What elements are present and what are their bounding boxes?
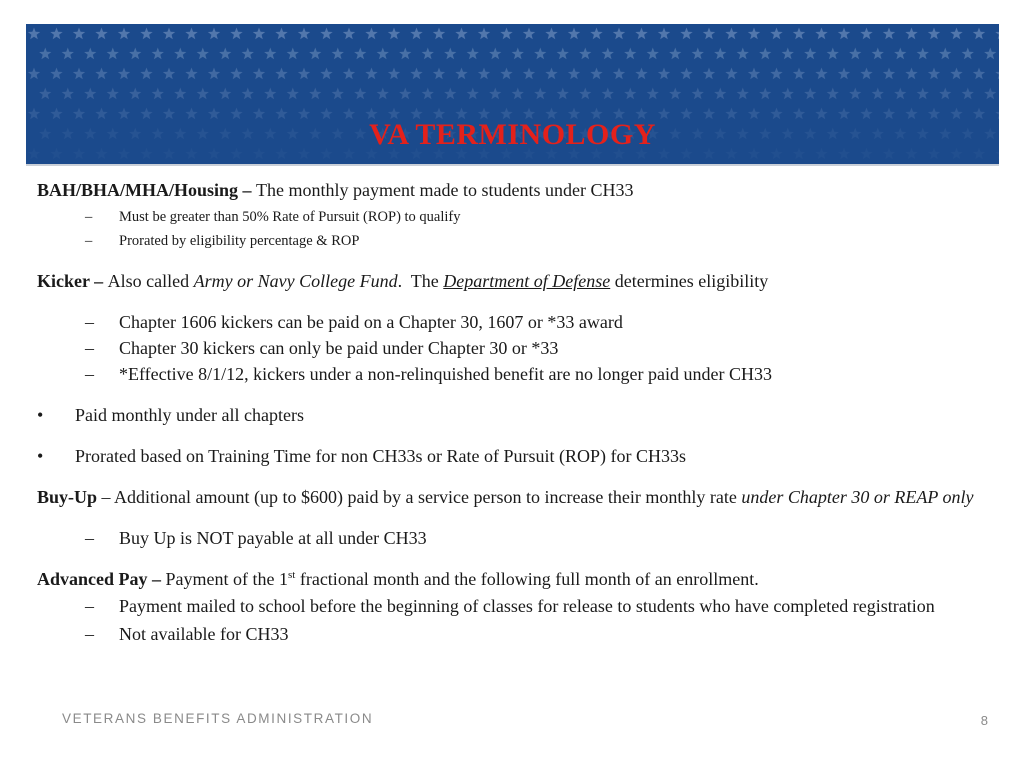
star-icon	[838, 68, 850, 80]
star-icon	[793, 28, 805, 40]
term-bah	[37, 178, 977, 202]
term-separator: –	[89, 271, 108, 291]
star-icon	[95, 68, 107, 80]
star-icon	[264, 88, 276, 100]
sub-item-text: Prorated by eligibility percentage & ROP	[119, 233, 360, 249]
term-label: BAH/BHA/MHA/Housing	[37, 180, 239, 200]
star-icon	[39, 88, 51, 100]
star-icon	[444, 88, 456, 100]
sub-item-text: Chapter 30 kickers can only be paid under Chapter 30 or *33	[119, 338, 559, 358]
term-label: Buy-Up	[37, 487, 98, 507]
star-icon	[804, 88, 816, 100]
star-icon	[557, 88, 569, 100]
star-icon	[129, 88, 141, 100]
dash-marker: –	[85, 528, 94, 548]
star-icon	[467, 48, 479, 60]
star-icon	[950, 68, 962, 80]
star-icon	[309, 48, 321, 60]
sub-item	[37, 525, 977, 551]
star-icon	[804, 48, 816, 60]
star-icon	[737, 88, 749, 100]
star-icon	[770, 68, 782, 80]
term-separator: –	[97, 487, 115, 507]
dash-marker: –	[85, 364, 94, 384]
star-icon	[343, 28, 355, 40]
term-kicker	[37, 269, 977, 293]
star-icon	[118, 68, 130, 80]
star-icon	[635, 68, 647, 80]
star-icon	[748, 28, 760, 40]
dash-marker: –	[85, 338, 94, 358]
star-icon	[928, 68, 940, 80]
sub-item	[37, 229, 977, 253]
sub-item-text: Must be greater than 50% Rate of Pursuit (ROP) to qualify	[119, 209, 461, 225]
star-icon	[545, 68, 557, 80]
star-icon	[287, 88, 299, 100]
department-of-defense-text: Department of Defense	[443, 271, 611, 291]
star-icon	[354, 48, 366, 60]
star-icon	[433, 28, 445, 40]
sub-item	[37, 205, 977, 229]
term-advanced-pay	[37, 567, 977, 591]
term-definition-part: determines eligibility	[610, 271, 769, 291]
slide-title: VA TERMINOLOGY	[369, 118, 656, 151]
star-icon	[815, 28, 827, 40]
bullet-marker: •	[37, 446, 44, 466]
star-icon	[602, 88, 614, 100]
star-icon	[163, 28, 175, 40]
star-icon	[287, 48, 299, 60]
sub-item	[37, 361, 977, 387]
bullet-text: Prorated based on Training Time for non CH33s or Rate of Pursuit (ROP) for CH33s	[75, 446, 686, 466]
star-icon	[658, 28, 670, 40]
star-icon	[557, 48, 569, 60]
dash-marker: –	[85, 596, 94, 616]
term-definition-part: fractional month and the following full month of an enrollment.	[295, 569, 759, 589]
star-icon	[793, 68, 805, 80]
ordinal-suffix: st	[288, 569, 296, 581]
star-icon	[973, 68, 985, 80]
star-icon	[275, 68, 287, 80]
star-icon	[62, 88, 74, 100]
star-icon	[320, 28, 332, 40]
star-icon	[613, 28, 625, 40]
star-icon	[185, 28, 197, 40]
star-icon	[129, 48, 141, 60]
star-icon	[748, 68, 760, 80]
star-icon	[152, 88, 164, 100]
star-icon	[512, 88, 524, 100]
star-icon	[624, 48, 636, 60]
sub-item-text: Buy Up is NOT payable at all under CH33	[119, 528, 427, 548]
star-icon	[399, 48, 411, 60]
star-icon	[692, 48, 704, 60]
star-icon	[107, 88, 119, 100]
sub-item	[37, 622, 977, 646]
star-icon	[928, 28, 940, 40]
term-definition-part: Also called	[107, 271, 194, 291]
star-icon	[568, 28, 580, 40]
star-icon	[523, 68, 535, 80]
star-icon	[725, 28, 737, 40]
star-icon	[860, 28, 872, 40]
star-icon	[872, 88, 884, 100]
star-icon	[433, 68, 445, 80]
term-label: Kicker	[37, 271, 90, 291]
star-icon	[388, 28, 400, 40]
star-icon	[950, 28, 962, 40]
star-icon	[332, 48, 344, 60]
star-icon	[860, 68, 872, 80]
star-icon	[500, 68, 512, 80]
star-icon	[905, 28, 917, 40]
star-icon	[579, 88, 591, 100]
star-icon	[309, 88, 321, 100]
star-icon	[298, 28, 310, 40]
star-icon	[545, 28, 557, 40]
dash-marker: –	[85, 312, 94, 332]
star-icon	[624, 88, 636, 100]
star-icon	[647, 48, 659, 60]
star-icon	[50, 68, 62, 80]
star-icon	[894, 88, 906, 100]
star-icon	[894, 48, 906, 60]
star-icon	[489, 48, 501, 60]
star-icon	[883, 68, 895, 80]
sub-item-text: Payment mailed to school before the beginning of classes for release to students who have completed registration	[119, 596, 935, 616]
star-icon	[917, 48, 929, 60]
star-icon	[962, 88, 974, 100]
star-icon	[838, 28, 850, 40]
star-icon	[28, 28, 40, 40]
star-icon	[714, 88, 726, 100]
star-icon	[635, 28, 647, 40]
star-icon	[962, 48, 974, 60]
star-icon	[590, 28, 602, 40]
star-icon	[725, 68, 737, 80]
star-icon	[939, 48, 951, 60]
star-icon	[410, 68, 422, 80]
star-icon	[872, 48, 884, 60]
star-icon	[669, 88, 681, 100]
star-icon	[84, 48, 96, 60]
star-icon	[512, 48, 524, 60]
bullet-item	[37, 403, 977, 427]
star-icon	[984, 88, 996, 100]
star-icon	[669, 48, 681, 60]
star-icon	[152, 48, 164, 60]
star-icon	[208, 28, 220, 40]
star-icon	[917, 88, 929, 100]
star-icon	[658, 68, 670, 80]
bullet-item	[37, 444, 977, 468]
star-icon	[883, 28, 895, 40]
term-definition-part: Additional amount (up to $600) paid by a service person to increase their monthly rate	[114, 487, 742, 507]
star-icon	[590, 68, 602, 80]
star-icon	[714, 48, 726, 60]
term-definition-italic: under Chapter 30 or REAP only	[741, 487, 974, 507]
sub-item	[37, 335, 977, 361]
star-icon	[95, 28, 107, 40]
star-icon	[523, 28, 535, 40]
page-number: 8	[980, 713, 988, 728]
star-icon	[39, 48, 51, 60]
star-icon	[647, 88, 659, 100]
star-icon	[478, 68, 490, 80]
star-icon	[782, 48, 794, 60]
star-icon	[399, 88, 411, 100]
star-icon	[995, 28, 999, 40]
star-icon	[995, 68, 999, 80]
star-icon	[365, 28, 377, 40]
star-icon	[849, 88, 861, 100]
term-separator: –	[238, 180, 257, 200]
sub-item	[37, 594, 977, 618]
star-icon	[62, 48, 74, 60]
star-icon	[264, 48, 276, 60]
star-icon	[680, 28, 692, 40]
star-icon	[185, 68, 197, 80]
star-icon	[500, 28, 512, 40]
star-icon	[140, 28, 152, 40]
dash-marker: –	[85, 209, 93, 225]
star-icon	[275, 28, 287, 40]
star-icon	[444, 48, 456, 60]
star-icon	[242, 88, 254, 100]
star-icon	[939, 88, 951, 100]
star-icon	[613, 68, 625, 80]
sub-item	[37, 309, 977, 335]
star-icon	[815, 68, 827, 80]
sub-item-text: *Effective 8/1/12, kickers under a non-relinquished benefit are no longer paid under CH33	[119, 364, 772, 384]
star-icon	[467, 88, 479, 100]
star-icon	[984, 48, 996, 60]
star-icon	[230, 28, 242, 40]
sub-item-text: Chapter 1606 kickers can be paid on a Chapter 30, 1607 or *33 award	[119, 312, 623, 332]
star-icon	[354, 88, 366, 100]
star-icon	[332, 88, 344, 100]
star-icon	[73, 28, 85, 40]
footer-organization: VETERANS BENEFITS ADMINISTRATION	[62, 711, 374, 726]
star-icon	[84, 88, 96, 100]
star-icon	[455, 68, 467, 80]
star-icon	[253, 28, 265, 40]
star-icon	[208, 68, 220, 80]
star-icon	[230, 68, 242, 80]
star-icon	[827, 88, 839, 100]
star-icon	[905, 68, 917, 80]
star-icon	[703, 68, 715, 80]
star-icon	[827, 48, 839, 60]
title-banner	[26, 24, 999, 166]
star-icon	[534, 88, 546, 100]
star-icon	[174, 48, 186, 60]
star-icon	[388, 68, 400, 80]
star-icon	[50, 28, 62, 40]
term-buy-up	[37, 485, 977, 509]
star-icon	[782, 88, 794, 100]
star-icon	[973, 28, 985, 40]
star-icon	[73, 68, 85, 80]
bullet-text: Paid monthly under all chapters	[75, 405, 304, 425]
star-icon	[770, 28, 782, 40]
star-icon	[140, 68, 152, 80]
dash-marker: –	[85, 233, 93, 249]
star-icon	[242, 48, 254, 60]
star-icon	[320, 68, 332, 80]
star-icon	[174, 88, 186, 100]
star-icon	[422, 88, 434, 100]
star-icon	[759, 48, 771, 60]
dash-marker: –	[85, 624, 94, 644]
star-icon	[377, 48, 389, 60]
star-icon	[534, 48, 546, 60]
star-icon	[197, 88, 209, 100]
term-separator: –	[147, 569, 166, 589]
star-icon	[118, 28, 130, 40]
star-icon	[219, 48, 231, 60]
star-icon	[568, 68, 580, 80]
sub-item-text: Not available for CH33	[119, 624, 289, 644]
star-icon	[365, 68, 377, 80]
star-icon	[163, 68, 175, 80]
star-icon	[422, 48, 434, 60]
slide-content	[37, 178, 977, 646]
star-icon	[28, 68, 40, 80]
star-icon	[298, 68, 310, 80]
term-definition-part: Payment of the 1	[165, 569, 288, 589]
star-icon	[377, 88, 389, 100]
star-icon	[849, 48, 861, 60]
star-icon	[579, 48, 591, 60]
term-label: Advanced Pay	[37, 569, 148, 589]
bullet-marker: •	[37, 405, 44, 425]
term-definition-part: . The	[397, 271, 444, 291]
star-icon	[692, 88, 704, 100]
star-icon	[410, 28, 422, 40]
star-icon	[455, 28, 467, 40]
term-definition-italic: Army or Navy College Fund	[193, 271, 398, 291]
star-icon	[602, 48, 614, 60]
star-icon	[737, 48, 749, 60]
star-icon	[219, 88, 231, 100]
star-icon	[759, 88, 771, 100]
star-icon	[489, 88, 501, 100]
star-icon	[253, 68, 265, 80]
star-icon	[343, 68, 355, 80]
star-icon	[197, 48, 209, 60]
star-icon	[478, 28, 490, 40]
star-icon	[107, 48, 119, 60]
star-icon	[680, 68, 692, 80]
star-icon	[703, 28, 715, 40]
term-definition: The monthly payment made to students under CH33	[256, 180, 634, 200]
